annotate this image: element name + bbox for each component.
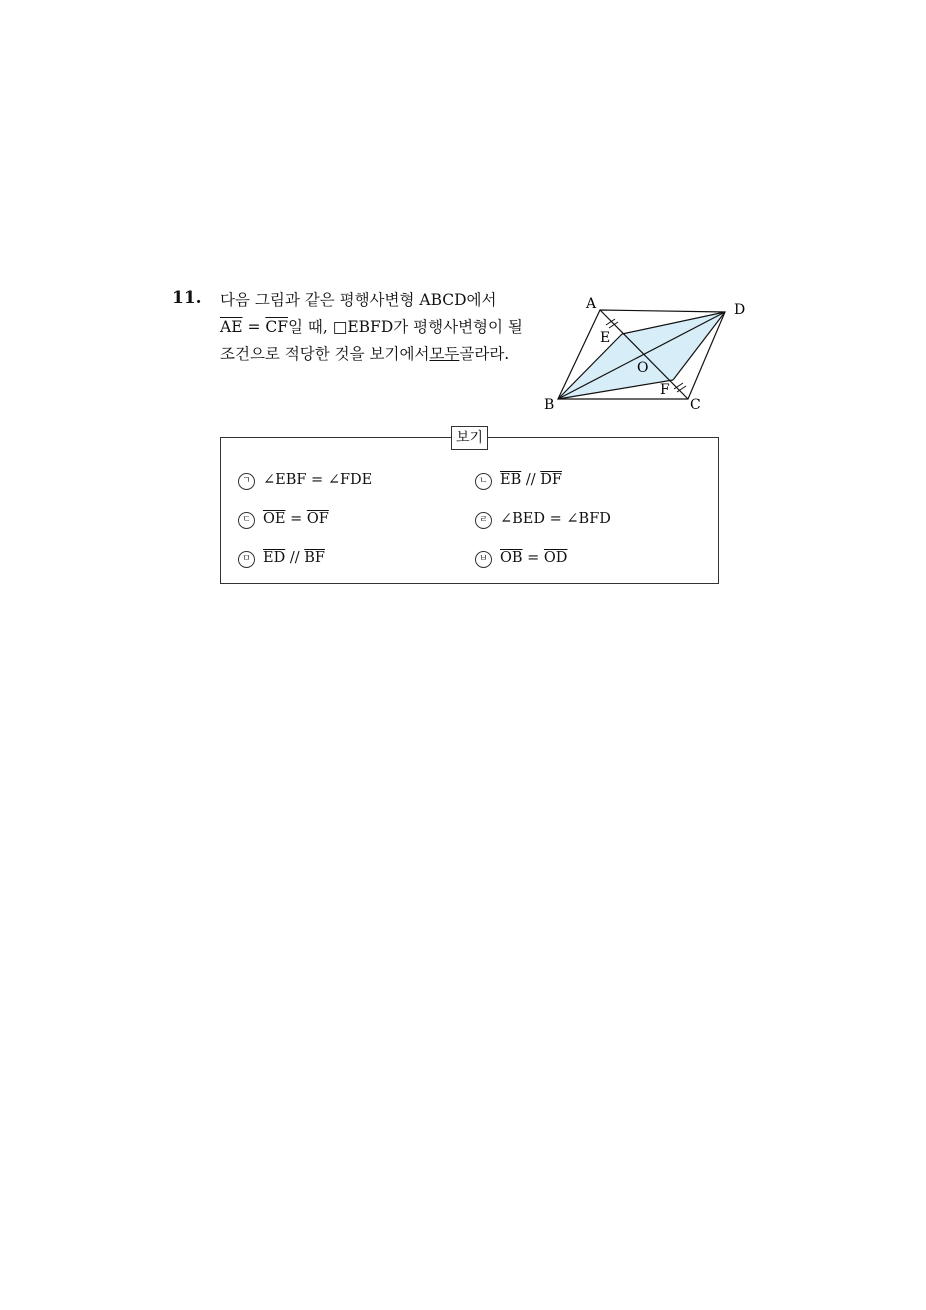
equals-sign: = (242, 318, 266, 336)
choice-mark-5: ㅁ (238, 551, 255, 568)
choice-seg-df: $\overline{DF}$ (540, 472, 562, 488)
instruction-text: 조건으로 적당한 것을 보기에서 (220, 345, 430, 363)
choice-item-4 (475, 511, 611, 529)
choice-seg-eb: $\overline{EB}$ (500, 472, 522, 488)
choice-mark-2: ㄴ (475, 473, 492, 490)
label-d: D (734, 302, 746, 318)
label-e: E (600, 330, 611, 346)
instruction-end: 골라라. (459, 345, 510, 363)
question-text (220, 287, 525, 368)
segment-ae: $\overline{AE}$ (220, 318, 243, 336)
question-line-2 (220, 314, 525, 341)
choice-item-3 (238, 511, 329, 529)
label-c: C (690, 397, 701, 413)
choice-item-5 (238, 550, 325, 568)
choice-op-5: // (285, 550, 305, 566)
label-f: F (660, 382, 670, 398)
choice-mark-6: ㅂ (475, 551, 492, 568)
choice-seg-ed: $\overline{ED}$ (263, 550, 286, 566)
choice-seg-oe: $\overline{OE}$ (263, 511, 286, 527)
question-number: 11. (172, 288, 202, 308)
condition-text: 일 때, □EBFD가 평행사변형이 될 (287, 318, 523, 336)
choice-text-4: ∠BED = ∠BFD (500, 511, 611, 527)
question-line-1: 다음 그림과 같은 평행사변형 ABCD에서 (220, 291, 497, 309)
choice-item-2 (475, 472, 562, 490)
choice-op-6: = (522, 550, 544, 566)
choice-seg-of: $\overline{OF}$ (306, 511, 329, 527)
label-b: B (544, 397, 555, 413)
parallelogram-figure (538, 290, 753, 415)
emphasis-all: 모두 (429, 345, 460, 363)
choice-text-1: ∠EBF = ∠FDE (263, 472, 373, 488)
choice-seg-bf: $\overline{BF}$ (304, 550, 325, 566)
label-a: A (586, 296, 597, 312)
choice-mark-3: ㄷ (238, 512, 255, 529)
choice-seg-od: $\overline{OD}$ (543, 550, 568, 566)
choice-item-1 (238, 472, 372, 490)
choice-box-title: 보기 (451, 426, 488, 450)
question-line-3 (220, 341, 525, 368)
choice-op-2: // (521, 472, 541, 488)
choice-item-6 (475, 550, 567, 568)
choice-seg-ob: $\overline{OB}$ (500, 550, 523, 566)
label-o: O (637, 360, 649, 376)
diagonal-bd (558, 312, 725, 399)
choice-mark-4: ㄹ (475, 512, 492, 529)
choice-mark-1: ㄱ (238, 473, 255, 490)
segment-cf: $\overline{CF}$ (265, 318, 288, 336)
choice-op-3: = (285, 511, 307, 527)
